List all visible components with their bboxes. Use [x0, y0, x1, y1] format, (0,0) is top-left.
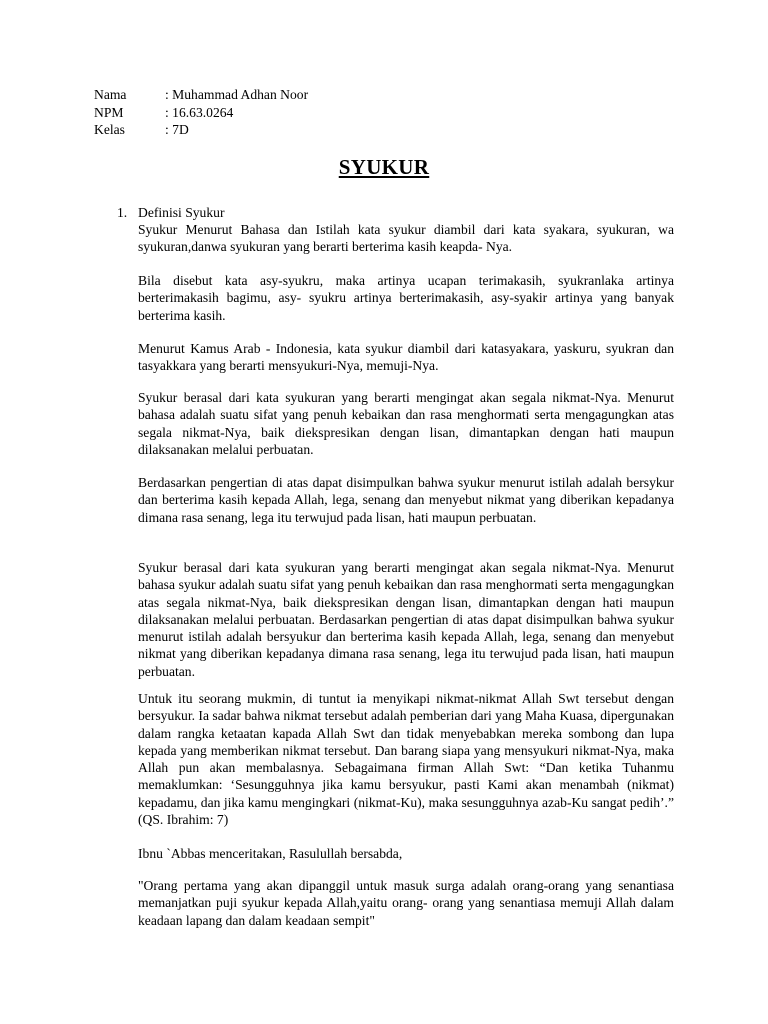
- name-value: : Muhammad Adhan Noor: [165, 87, 309, 102]
- section-title: Definisi Syukur: [138, 205, 225, 220]
- npm-label: NPM: [94, 104, 124, 120]
- paragraph: Syukur Menurut Bahasa dan Istilah kata syukur diambil dari kata syakara, syukuran, wa syukuran,danwa syukuran yang berarti berterima kasih keapda- Nya.: [138, 222, 674, 255]
- quote-paragraph: "Orang pertama yang akan dipanggil untuk masuk surga adalah orang-orang yang senantiasa memanjatkan puji syukur kepada Allah,yaitu orang- orang yang senantiasa memuji Allah dalam keadaan lapang dan dalam keadaan sempit": [138, 878, 674, 928]
- section-heading: [117, 205, 224, 221]
- name-label: Nama: [94, 87, 127, 102]
- paragraph: Syukur berasal dari kata syukuran yang berarti mengingat akan segala nikmat-Nya. Menurut bahasa adalah suatu sifat yang penuh kebaikan dan rasa menghormati serta mengagungkan atas segala nikmat-Nya, baik diekspresikan dengan lisan, dimantapkan dengan hati maupun dilaksanakan melalui perbuatan.: [138, 390, 674, 457]
- paragraph: Bila disebut kata asy-syukru, maka artinya ucapan terimakasih, syukranlaka artinya berterimakasih bagimu, asy- syukru artinya berterimakasih, asy-syakir artinya yang banyak berterima kasih.: [138, 273, 674, 323]
- paragraph: Untuk itu seorang mukmin, di tuntut ia menyikapi nikmat-nikmat Allah Swt tersebut dengan bersyukur. Ia sadar bahwa nikmat tersebut adalah pemberian dari yang Maha Kuasa, dipergunakan dalam rangka ketaatan kapada Allah Swt dan tidak menyebabkan mereka sombong dan lupa kepada yang memberikan nikmat tersebut. Dan barang siapa yang mensyukuri nikmat-Nya, maka Allah pun akan membalasnya. Sebagaimana firman Allah Swt: “Dan ketika Tuhanmu memaklumkan: ‘Sesungguhnya jika kamu bersyukur, pasti Kami akan menambah (nikmat) kepadamu, dan jika kamu mengingkari (nikmat-Ku), maka sesungguhnya azab-Ku sangat pedih’.” (QS. Ibrahim: 7): [138, 691, 674, 828]
- student-info: [94, 86, 308, 139]
- paragraph: Berdasarkan pengertian di atas dapat disimpulkan bahwa syukur menurut istilah adalah bersykur dan berterima kasih kepada Allah, lega, senang dan menyebut nikmat yang diberikan kepadanya dimana rasa senang, lega itu terwujud pada lisan, hati maupun perbuatan.: [138, 475, 674, 525]
- paragraph: Ibnu `Abbas menceritakan, Rasulullah bersabda,: [138, 846, 403, 861]
- kelas-value: : 7D: [165, 122, 189, 137]
- paragraph: Menurut Kamus Arab - Indonesia, kata syukur diambil dari katasyakara, yaskuru, syukran dan tasyakkara yang berarti mensyukuri-Nya, memuji-Nya.: [138, 341, 674, 374]
- name-row: [94, 86, 308, 104]
- kelas-row: [94, 121, 308, 139]
- paragraph: Syukur berasal dari kata syukuran yang berarti mengingat akan segala nikmat-Nya. Menurut bahasa syukur adalah suatu sifat yang penuh kebaikan dan rasa menghormati serta mengagungkan atas segala nikmat-Nya, baik diekspresikan dengan lisan, dimantapkan dengan hati maupun dilaksanakan melalui perbuatan. Berdasarkan pengertian di atas dapat disimpulkan bahwa syukur menurut istilah adalah bersyukur dan berterima kasih kepada Allah, lega, senang dan menyebut nikmat yang diberikan kepadanya dimana rasa senang, lega itu terwujud pada lisan, hati maupun perbuatan.: [138, 560, 674, 679]
- document-title: SYUKUR: [338, 155, 430, 179]
- npm-value: : 16.63.0264: [165, 104, 234, 120]
- section-number: 1.: [117, 205, 128, 220]
- kelas-label: Kelas: [94, 122, 125, 137]
- npm-row: [94, 104, 308, 122]
